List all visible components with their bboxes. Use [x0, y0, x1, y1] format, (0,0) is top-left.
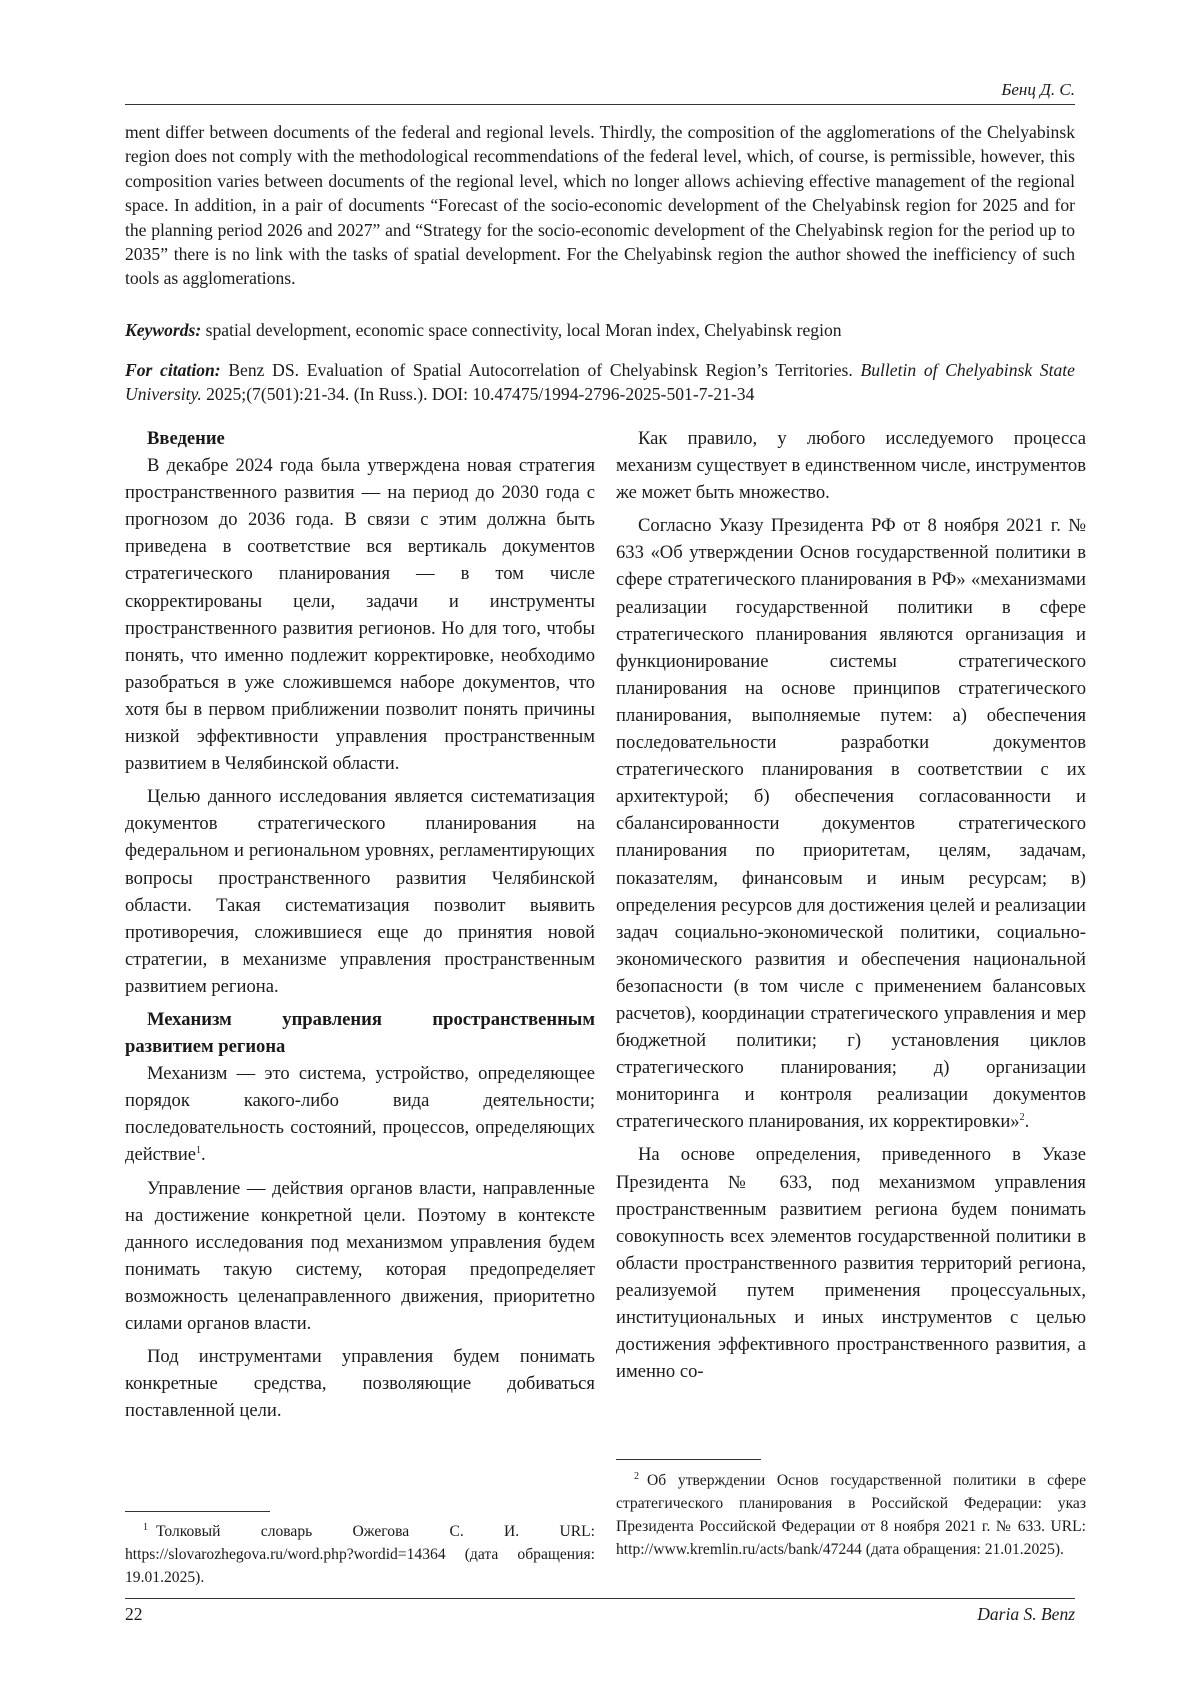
paragraph: Под инструментами управления будем понимать конкретные средства, позволяющие добиваться поставленной цели. — [125, 1346, 595, 1422]
footnote-rule — [125, 1511, 270, 1512]
section-heading: Механизм управления пространственным развитием региона — [125, 1008, 595, 1058]
footnote-ref[interactable]: 1 — [196, 1145, 202, 1157]
citation-details: 2025;(7(501):21-34. (In Russ.). DOI: 10.47475/1994-2796-2025-501-7-21-34 — [201, 384, 755, 405]
header-rule — [125, 104, 1075, 105]
footnote-text: Толковый словарь Ожегова С. И. URL: https://slovarozhegova.ru/word.php?wordid=14364 (дата обращения: 19.01.2025). — [125, 1523, 595, 1587]
footnote-ref[interactable]: 2 — [1019, 1112, 1025, 1124]
paragraph — [125, 1060, 595, 1168]
citation-text: Benz DS. Evaluation of Spatial Autocorrelation of Chelyabinsk Region’s Territories. — [220, 360, 861, 380]
paragraph-text: Механизм — это система, устройство, определяющее порядок какого-либо вида деятельности; последовательность состояний, процессов, определяющих действие — [125, 1063, 595, 1166]
footnote-1 — [125, 1516, 595, 1589]
page-number: 22 — [125, 1604, 143, 1624]
footnote-number: 1 — [143, 1522, 148, 1533]
keywords — [125, 318, 1075, 342]
footnote-text: Об утверждении Основ государственной политики в сфере стратегического планирования в Российской Федерации: указ Президента Российской Федерации от 8 ноября 2021 г. № 633. URL: http://www.kremlin.ru/acts/bank/47244 (дата обращения: 21.01.2025). — [616, 1472, 1086, 1559]
abstract-continuation: ment differ between documents of the federal and regional levels. Thirdly, the composition of the agglomerations of the Chelyabinsk region does not comply with the methodological recommendations of the federal level, which, of course, is permissible, however, this composition varies between documents of the regional level, which no longer allows achieving effective management of the regional space. In addition, in a pair of documents “Forecast of the socio-economic development of the Chelyabinsk region for 2025 and for the planning period 2026 and 2027” and “Strategy for the socio-economic development of the Chelyabinsk region for the period up to 2035” there is no link with the tasks of spatial development. For the Chelyabinsk region the author showed the inefficiency of such tools as agglomerations. — [125, 122, 1075, 289]
footnote-number: 2 — [634, 1471, 639, 1482]
footnote-2 — [616, 1465, 1086, 1561]
paragraph-end: . — [201, 1144, 206, 1166]
right-column — [616, 425, 1086, 1391]
footer-author: Daria S. Benz — [977, 1604, 1075, 1624]
keywords-text: spatial development, economic space connectivity, local Moran index, Chelyabinsk region — [201, 320, 842, 340]
paragraph — [616, 512, 1086, 1135]
paragraph: Управление — действия органов власти, направленные на достижение конкретной цели. Поэтому в контексте данного исследования под механизмом управления будем понимать такую систему, которая предопределяет возможность целенаправленного движения, приоритетно силами органов власти. — [125, 1177, 595, 1334]
paragraph-end: . — [1024, 1111, 1030, 1133]
footnote-rule — [616, 1459, 761, 1460]
left-column — [125, 425, 595, 1430]
paragraph: Целью данного исследования является систематизация документов стратегического планирования на федеральном и региональном уровнях, регламентирующих вопросы пространственного развития Челябинской области. Такая систематизация позволит выявить противоречия, сложившиеся еще до принятия новой стратегии, в механизме управления пространственным развитием региона. — [125, 786, 595, 997]
paragraph: Как правило, у любого исследуемого процесса механизм существует в единственном числе, инструментов же может быть множество. — [616, 428, 1086, 504]
paragraph: На основе определения, приведенного в Указе Президента № 633, под механизмом управления пространственным развитием региона будем понимать совокупность всех элементов государственной политики в области пространственного развития территорий региона, реализуемой путем применения процессуальных, институциональных и иных инструментов с целью достижения эффективного пространственного развития, а именно со- — [616, 1144, 1086, 1383]
citation — [125, 358, 1075, 407]
citation-journal: Bulletin of Chelyabinsk State University. — [125, 360, 1075, 405]
citation-label: For citation: — [125, 360, 221, 380]
intro-heading: Введение — [147, 428, 225, 449]
paragraph: В декабре 2024 года была утверждена новая стратегия пространственного развития — на период до 2030 года с прогнозом до 2036 года. В связи с этим должна быть приведена в соответствие вся вертикаль документов стратегического планирования — в том числе скорректированы цели, задачи и инструменты пространственного развития регионов. Но для того, чтобы понять, что именно подлежит корректировке, необходимо разобраться в уже сложившемся наборе документов, что хотя бы в первом приближении позволит понять причины низкой эффективности управления пространственным развитием в Челябинской области. — [125, 455, 595, 775]
running-head: Бенц Д. С. — [1001, 80, 1075, 99]
paragraph-text: Согласно Указу Президента РФ от 8 ноября 2021 г. № 633 «Об утверждении Основ государственной политики в сфере стратегического планирования в РФ» «механизмами реализации государственной политики в сфере стратегического планирования являются организация и функционирование системы стратегического планирования на основе принципов стратегического планирования, выполняемые путем: а) обеспечения последовательности разработки документов стратегического планирования в соответствии с их архитектурой; б) обеспечения согласованности и сбалансированности документов стратегического планирования по приоритетам, целям, задачам, показателям, финансовым и иным ресурсам; в) определения ресурсов для достижения целей и реализации задач социально-экономической политики, социально-экономического развития и обеспечения национальной безопасности (в том числе с применением балансовых расчетов), координации стратегического управления и мер бюджетной политики; г) установления циклов стратегического планирования; д) организации мониторинга и контроля реализации документов стратегического планирования, их корректировки» — [616, 515, 1086, 1133]
keywords-label: Keywords: — [125, 320, 202, 340]
footer-rule — [125, 1598, 1075, 1599]
